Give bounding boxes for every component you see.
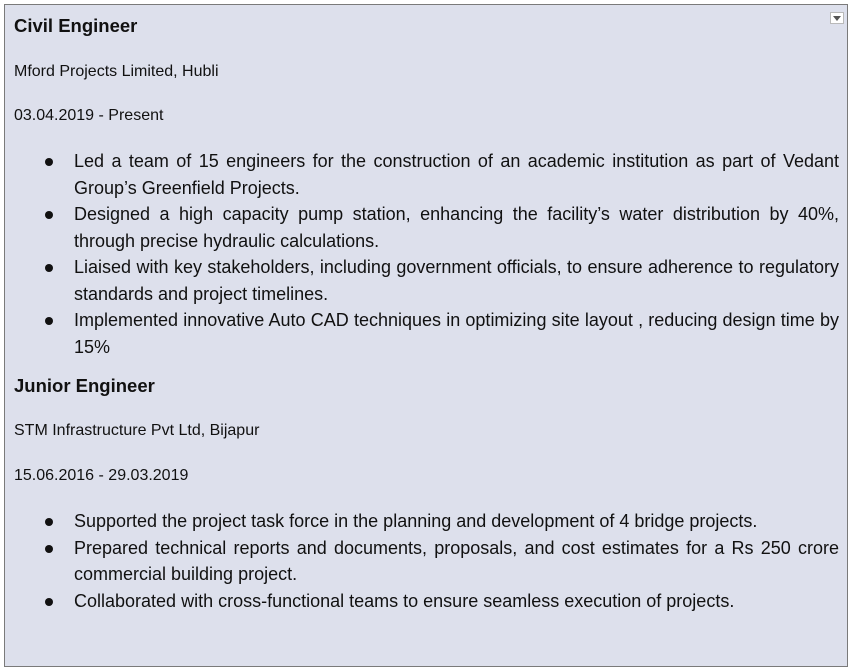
experience-panel xyxy=(4,4,848,667)
company-name: Mford Projects Limited, Hubli xyxy=(14,63,219,80)
list-item: Liaised with key stakeholders, including government officials, to ensure adherence to regulatory standards and project timelines. xyxy=(14,254,839,307)
bullet-icon xyxy=(45,264,53,272)
chevron-down-icon[interactable] xyxy=(830,12,844,24)
list-item: Designed a high capacity pump station, enhancing the facility’s water distribution by 40%, through precise hydraulic calculations. xyxy=(14,201,839,254)
bullet-icon xyxy=(45,158,53,166)
list-item: Implemented innovative Auto CAD techniques in optimizing site layout , reducing design time by 15% xyxy=(14,307,839,360)
employment-dates: 15.06.2016 - 29.03.2019 xyxy=(14,467,189,484)
list-item: Collaborated with cross-functional teams to ensure seamless execution of projects. xyxy=(14,588,839,615)
bullet-icon xyxy=(45,211,53,219)
employment-dates: 03.04.2019 - Present xyxy=(14,107,164,124)
list-item: Supported the project task force in the planning and development of 4 bridge projects. xyxy=(14,508,839,535)
bullet-icon xyxy=(45,545,53,553)
bullet-icon xyxy=(45,518,53,526)
duty-list xyxy=(14,508,839,614)
list-item: Prepared technical reports and documents, proposals, and cost estimates for a Rs 250 crore commercial building project. xyxy=(14,535,839,588)
duty-list xyxy=(14,148,839,360)
job-title: Civil Engineer xyxy=(14,15,138,36)
bullet-icon xyxy=(45,598,53,606)
bullet-icon xyxy=(45,317,53,325)
job-title: Junior Engineer xyxy=(14,375,155,396)
company-name: STM Infrastructure Pvt Ltd, Bijapur xyxy=(14,422,260,439)
list-item: Led a team of 15 engineers for the construction of an academic institution as part of Vedant Group’s Greenfield Projects. xyxy=(14,148,839,201)
